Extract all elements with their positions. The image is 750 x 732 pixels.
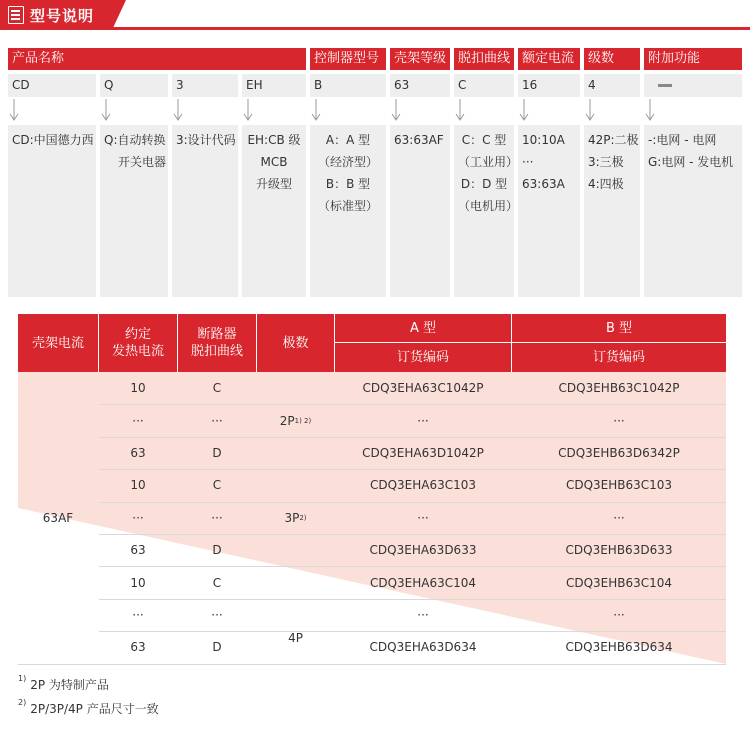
cell-b: ···	[613, 413, 625, 428]
down-arrow-icon	[645, 99, 655, 121]
cell-curve: D	[212, 543, 222, 558]
model-desc-2	[172, 125, 238, 297]
model-header-0: 产品名称	[8, 48, 306, 70]
cell-curve: D	[212, 640, 222, 655]
desc-line: 开关电器	[118, 155, 167, 169]
desc-line: Q:自动转换	[104, 133, 166, 147]
footnote-2: $^{2)}$ 2P/3P/4P 产品尺寸一致	[18, 698, 159, 716]
down-arrow-icon	[519, 99, 529, 121]
cell-b: CDQ3EHB63D6342P	[558, 445, 680, 460]
header-frame-current: 壳架电流	[18, 314, 98, 372]
cell-a: ···	[417, 607, 429, 622]
cell-a: CDQ3EHA63C104	[369, 575, 477, 590]
cell-curve: C	[212, 478, 222, 493]
cell-current: 63	[130, 640, 146, 655]
model-header-8: 级数	[584, 48, 640, 70]
cell-a: CDQ3EHA63C1042P	[362, 381, 484, 396]
model-header-7: 额定电流	[518, 48, 580, 70]
model-desc-3	[242, 125, 306, 297]
model-desc-0	[8, 125, 96, 297]
model-code-2: 3	[172, 74, 238, 97]
footnotes	[18, 670, 159, 718]
document-list-icon	[8, 6, 24, 24]
model-desc-6	[454, 125, 519, 297]
cell-curve: C	[212, 381, 222, 396]
desc-line: MCB	[260, 155, 288, 169]
desc-line: 升级型	[255, 177, 292, 191]
model-code-0: CD	[8, 74, 96, 97]
model-code-7: 16	[518, 74, 580, 97]
row-divider	[18, 664, 726, 665]
cell-b: ···	[613, 510, 625, 525]
down-arrow-icon	[455, 99, 465, 121]
model-code-3: EH	[242, 74, 306, 97]
cell-curve: ···	[211, 510, 223, 525]
model-header-4: 控制器型号	[310, 48, 386, 70]
model-header-5: 壳架等级	[390, 48, 450, 70]
cell-current: ···	[132, 510, 144, 525]
desc-line: 42P:二极	[588, 133, 639, 147]
header-type-b: B 型	[512, 314, 726, 342]
pole-group: 4P	[288, 630, 303, 645]
model-code-9	[644, 74, 742, 97]
desc-line: 4:四极	[588, 177, 624, 191]
desc-line: 63:63AF	[394, 133, 444, 147]
cell-a: CDQ3EHA63D1042P	[362, 445, 484, 460]
pole-group: 3P 2)	[284, 510, 307, 525]
desc-line: （工业用）	[458, 155, 519, 169]
model-header-6: 脱扣曲线	[454, 48, 514, 70]
cell-curve: D	[212, 445, 222, 460]
cell-curve: ···	[211, 607, 223, 622]
down-arrow-icon	[311, 99, 321, 121]
down-arrow-icon	[243, 99, 253, 121]
section-title: 型号说明	[30, 7, 95, 25]
section-banner	[0, 0, 750, 30]
down-arrow-icon	[9, 99, 19, 121]
model-desc-9	[644, 125, 742, 297]
cell-b: ···	[613, 607, 625, 622]
model-desc-7	[518, 125, 580, 297]
down-arrow-icon	[585, 99, 595, 121]
desc-line: D：D 型	[460, 177, 508, 191]
header-trip-curve: 断路器 脱扣曲线	[178, 314, 256, 372]
model-desc-5	[390, 125, 450, 297]
cell-current: ···	[132, 413, 144, 428]
down-arrow-icon	[101, 99, 111, 121]
desc-line: C：C 型	[461, 133, 507, 147]
cell-current: 10	[130, 381, 146, 396]
model-code-8: 4	[584, 74, 640, 97]
down-arrow-icon	[173, 99, 183, 121]
desc-line: EH:CB 级	[247, 133, 301, 147]
cell-b: CDQ3EHB63C104	[565, 575, 673, 590]
desc-line: ···	[522, 155, 534, 169]
order-code-table	[18, 314, 726, 664]
desc-line: G:电网 - 发电机	[648, 155, 734, 169]
cell-b: CDQ3EHB63C103	[565, 478, 673, 493]
model-desc-8	[584, 125, 640, 297]
desc-line: B：B 型	[325, 177, 371, 191]
header-rated-current: 约定 发热电流	[99, 314, 177, 372]
model-desc-1	[100, 125, 168, 297]
header-type-a: A 型	[335, 314, 511, 342]
footnote-1: $^{1)}$ 2P 为特制产品	[18, 674, 109, 692]
desc-line: （经济型）	[317, 155, 378, 169]
cell-current: 10	[130, 478, 146, 493]
desc-line: -:电网 - 电网	[648, 133, 717, 147]
cell-b: CDQ3EHB63D634	[565, 640, 673, 655]
cell-current: 63	[130, 543, 146, 558]
model-code-5: 63	[390, 74, 450, 97]
header-order-code-b: 订货编码	[512, 343, 726, 372]
model-code-6: C	[454, 74, 514, 97]
desc-line: （电机用）	[458, 199, 519, 213]
model-code-1: Q	[100, 74, 168, 97]
desc-line: CD:中国德力西	[12, 133, 94, 147]
desc-line: 10:10A	[522, 133, 565, 147]
cell-a: ···	[417, 510, 429, 525]
pole-group: 2P 1) 2)	[279, 413, 312, 428]
header-poles: 极数	[257, 314, 334, 372]
desc-line: （标准型）	[317, 199, 378, 213]
desc-line: 63:63A	[522, 177, 565, 191]
desc-line: 3:三极	[588, 155, 624, 169]
cell-a: CDQ3EHA63C103	[369, 478, 477, 493]
desc-line: A：A 型	[325, 133, 371, 147]
model-desc-4	[310, 125, 386, 297]
model-header-9: 附加功能	[644, 48, 742, 70]
cell-current: 10	[130, 575, 146, 590]
cell-b: CDQ3EHB63C1042P	[558, 381, 680, 396]
cell-b: CDQ3EHB63D633	[565, 543, 673, 558]
dash-icon	[658, 84, 672, 87]
cell-a: ···	[417, 413, 429, 428]
model-code-4: B	[310, 74, 386, 97]
cell-current: ···	[132, 607, 144, 622]
desc-line: 3:设计代码	[176, 133, 236, 147]
cell-current: 63	[130, 445, 146, 460]
cell-a: CDQ3EHA63D633	[369, 543, 477, 558]
header-order-code-a: 订货编码	[335, 343, 511, 372]
down-arrow-icon	[391, 99, 401, 121]
cell-a: CDQ3EHA63D634	[369, 640, 477, 655]
cell-curve: C	[212, 575, 222, 590]
frame-current-value: 63AF	[42, 511, 74, 525]
cell-curve: ···	[211, 413, 223, 428]
